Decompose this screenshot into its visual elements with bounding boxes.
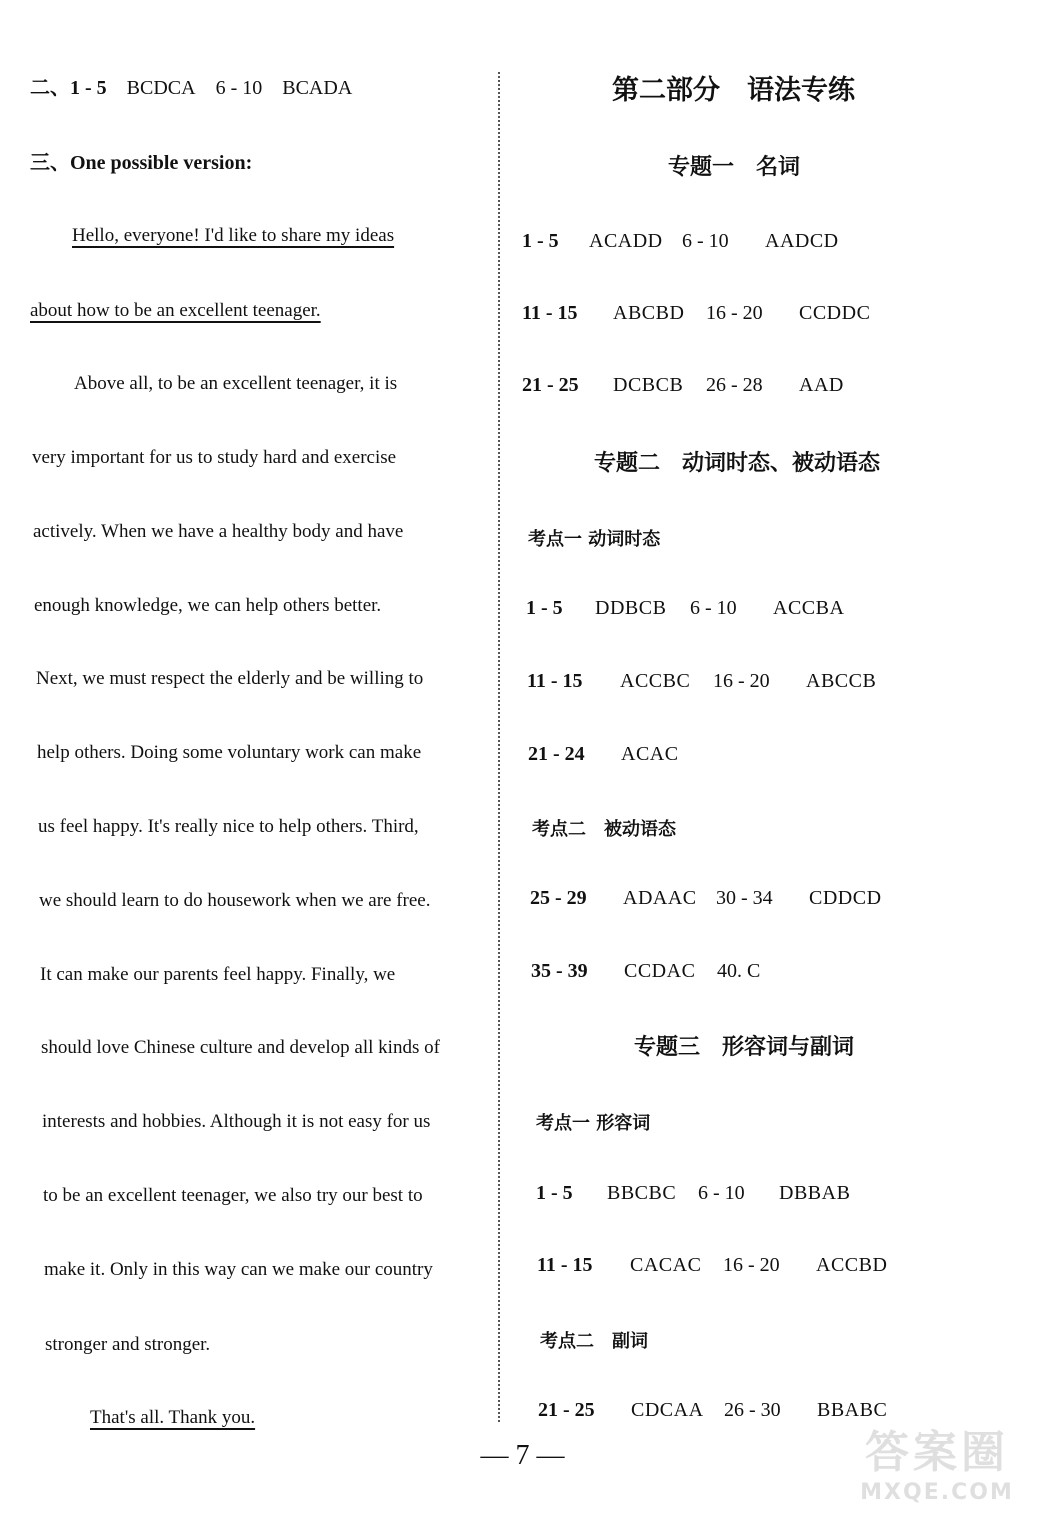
section2-range2: 6 - 10 — [215, 77, 263, 99]
row-answers: ACCBC — [620, 670, 691, 692]
row-answers: CCDDC — [799, 302, 871, 324]
topic3-point2: 考点二 副词 — [540, 1331, 648, 1352]
row-range: 16 - 20 — [723, 1254, 780, 1276]
row-answers: BBABC — [817, 1399, 888, 1421]
row-answers: CCDAC — [624, 960, 696, 982]
row-range: 1 - 5 — [522, 230, 559, 252]
row-range: 1 - 5 — [526, 597, 563, 619]
section2-answers — [30, 76, 352, 100]
row-answers: DCBCB — [613, 374, 684, 396]
topic3-row-3 — [538, 1397, 887, 1423]
row-range: 40. C — [717, 960, 761, 982]
row-range: 21 - 25 — [522, 374, 579, 396]
topic1-row-1 — [522, 228, 839, 254]
row-range: 16 - 20 — [706, 302, 763, 324]
essay-line-4: very important for us to study hard and exercise — [32, 447, 397, 468]
essay-line-8: help others. Doing some voluntary work can make — [37, 742, 422, 763]
row-range: 1 - 5 — [536, 1182, 573, 1204]
topic2-row-4 — [530, 885, 882, 911]
row-answers: ACAC — [621, 743, 679, 765]
row-range: 11 - 15 — [522, 302, 578, 324]
row-answers: AADCD — [765, 230, 839, 252]
essay-line-12: should love Chinese culture and develop all kinds of — [41, 1037, 440, 1058]
essay-line-9: us feel happy. It's really nice to help others. Third, — [38, 816, 419, 837]
essay-line-5: actively. When we have a healthy body and have — [33, 521, 404, 542]
row-answers: AAD — [799, 374, 844, 396]
essay-line-6: enough knowledge, we can help others better. — [34, 595, 382, 616]
row-answers: ACCBD — [816, 1254, 888, 1276]
essay-line-14: to be an excellent teenager, we also try our best to — [43, 1185, 423, 1206]
row-range: 25 - 29 — [530, 887, 587, 909]
essay-line-7: Next, we must respect the elderly and be willing to — [36, 668, 424, 689]
row-range: 6 - 10 — [698, 1182, 745, 1204]
row-answers: ACCBA — [773, 597, 845, 619]
essay-line-3: Above all, to be an excellent teenager, it is — [74, 373, 398, 394]
watermark-logo — [847, 1416, 1027, 1526]
column-divider — [498, 72, 500, 1422]
row-range: 26 - 28 — [706, 374, 763, 396]
section2-prefix: 二、 — [30, 77, 70, 99]
row-answers: ACADD — [589, 230, 663, 252]
topic2-row-2 — [527, 668, 876, 694]
row-answers: ABCCB — [806, 670, 877, 692]
topic3-point1: 考点一 形容词 — [536, 1113, 651, 1134]
essay-line-16: stronger and stronger. — [45, 1334, 211, 1355]
row-range: 21 - 25 — [538, 1399, 595, 1421]
row-range: 16 - 20 — [713, 670, 770, 692]
row-range: 11 - 15 — [527, 670, 583, 692]
essay-line-10: we should learn to do housework when we are free. — [39, 890, 431, 911]
section3-heading — [30, 151, 252, 175]
row-answers: CDDCD — [809, 887, 882, 909]
row-answers: BBCBC — [607, 1182, 677, 1204]
topic1-title: 专题一 名词 — [668, 155, 801, 180]
page-number: — 7 — — [480, 1440, 565, 1471]
row-range: 30 - 34 — [716, 887, 773, 909]
row-range: 26 - 30 — [724, 1399, 781, 1421]
essay-line-11: It can make our parents feel happy. Finally, we — [40, 964, 396, 985]
row-range: 6 - 10 — [690, 597, 737, 619]
topic2-point2: 考点二 被动语态 — [532, 819, 676, 840]
row-range: 35 - 39 — [531, 960, 588, 982]
topic2-point1: 考点一 动词时态 — [528, 529, 661, 550]
row-answers: ABCBD — [613, 302, 685, 324]
watermark-url: MXQE.COM — [860, 1480, 1014, 1505]
row-answers: CDCAA — [631, 1399, 704, 1421]
section3-prefix: 三、 — [30, 152, 70, 174]
essay-line-17: That's all. Thank you. — [90, 1407, 256, 1428]
row-answers: CACAC — [630, 1254, 702, 1276]
row-answers: DBBAB — [779, 1182, 851, 1204]
topic2-row-1 — [526, 595, 844, 621]
topic2-row-3 — [528, 741, 679, 767]
watermark-text: 答案圈 — [865, 1427, 1009, 1478]
section2-value2: BCADA — [282, 77, 353, 99]
topic2-row-5 — [531, 958, 760, 984]
topic1-row-2 — [522, 300, 870, 326]
topic3-row-2 — [537, 1252, 887, 1278]
topic2-title: 专题二 动词时态、被动语态 — [594, 451, 881, 476]
part-title: 第二部分 语法专练 — [612, 75, 855, 106]
row-range: 6 - 10 — [682, 230, 729, 252]
topic3-title: 专题三 形容词与副词 — [634, 1035, 855, 1060]
essay-line-2: about how to be an excellent teenager. — [30, 300, 321, 321]
row-answers: ADAAC — [623, 887, 697, 909]
topic3-row-1 — [536, 1180, 850, 1206]
row-range: 21 - 24 — [528, 743, 585, 765]
section2-value1: BCDCA — [126, 77, 196, 99]
section2-range1: 1 - 5 — [70, 77, 107, 99]
row-range: 11 - 15 — [537, 1254, 593, 1276]
essay-line-13: interests and hobbies. Although it is not easy for us — [42, 1111, 431, 1132]
topic1-row-3 — [522, 372, 844, 398]
section3-label: One possible version: — [70, 152, 253, 174]
essay-line-15: make it. Only in this way can we make our country — [44, 1259, 433, 1280]
essay-line-1: Hello, everyone! I'd like to share my ideas — [72, 225, 395, 246]
row-answers: DDBCB — [595, 597, 667, 619]
